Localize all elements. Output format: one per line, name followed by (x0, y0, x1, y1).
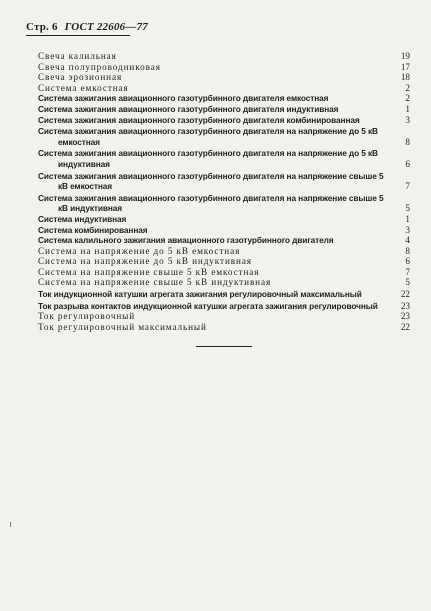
index-entry (38, 93, 410, 104)
index-page: 23 (400, 311, 410, 322)
index-entry (38, 225, 410, 236)
end-divider (196, 346, 252, 347)
index-term: Система зажигания авиационного газотурбинного двигателя на напряжение до 5 кВ емкостная (38, 126, 378, 147)
term-index (38, 51, 410, 332)
index-entry (38, 311, 410, 322)
index-entry (38, 256, 410, 267)
index-page: 19 (400, 51, 410, 61)
index-term: Ток индукционной катушки агрегата зажигания регулировочный максимальный (38, 289, 362, 300)
standard-designation: ГОСТ 22606—77 (64, 21, 148, 33)
margin-mark (10, 522, 11, 527)
index-entry (38, 62, 410, 73)
index-page: 8 (405, 136, 410, 147)
index-term: Ток регулировочный (38, 311, 136, 322)
index-term: Система зажигания авиационного газотурбинного двигателя на напряжение до 5 кВ индуктивная (38, 148, 378, 169)
index-page: 3 (405, 224, 410, 235)
index-page: 1 (405, 213, 410, 224)
index-entry (38, 51, 410, 62)
index-term: Система емкостная (38, 82, 129, 93)
index-entry (38, 214, 410, 225)
header-rule (26, 35, 130, 36)
index-term: Система индуктивная (38, 213, 127, 224)
index-entry (38, 235, 410, 246)
index-entry (38, 277, 410, 288)
index-page: 2 (405, 93, 410, 104)
index-term: Система зажигания авиационного газотурбинного двигателя комбинированная (38, 114, 360, 125)
index-page: 6 (405, 158, 410, 169)
index-term: Система зажигания авиационного газотурбинного двигателя на напряжение свыше 5 кВ емкостная (38, 170, 384, 192)
index-entry (38, 246, 410, 257)
index-term: Система калильного зажигания авиационного газотурбинного двигателя (38, 235, 334, 246)
index-term: Система на напряжение до 5 кВ емкостная (38, 245, 241, 256)
page-header (26, 21, 148, 33)
index-page: 4 (405, 235, 410, 246)
index-term: Свеча калильная (38, 51, 117, 61)
index-entry (38, 301, 410, 312)
index-entry (38, 193, 410, 214)
index-term: Система зажигания авиационного газотурбинного двигателя на напряжение свыше 5 кВ индуктивная (38, 192, 384, 214)
index-entry (38, 83, 410, 94)
index-term: Ток регулировочный максимальный (38, 321, 207, 332)
index-term: Система комбинированная (38, 224, 148, 235)
index-page: 5 (405, 277, 410, 288)
page-number: Стр. 6 (26, 21, 58, 33)
index-term: Система на напряжение свыше 5 кВ индуктивная (38, 277, 272, 288)
index-page: 2 (405, 82, 410, 93)
index-term: Система зажигания авиационного газотурбинного двигателя индуктивная (38, 103, 339, 114)
index-entry (38, 148, 410, 169)
index-page: 23 (400, 300, 410, 311)
index-term: Свеча эрозионная (38, 72, 123, 83)
index-entry (38, 289, 410, 300)
index-entry (38, 72, 410, 83)
index-term: Система на напряжение свыше 5 кВ емкостная (38, 266, 260, 277)
index-entry (38, 104, 410, 115)
index-entry (38, 126, 410, 147)
index-page: 22 (400, 289, 410, 300)
index-entry (38, 171, 410, 192)
index-page: 17 (400, 61, 410, 72)
index-entry (38, 322, 410, 333)
index-entry (38, 267, 410, 278)
index-page: 1 (405, 103, 410, 114)
index-page: 22 (400, 321, 410, 332)
index-term: Система на напряжение до 5 кВ индуктивная (38, 256, 252, 267)
index-term: Ток разрыва контактов индукционной катушки агрегата зажигания регулировочный (38, 300, 378, 311)
index-page: 8 (405, 245, 410, 256)
index-term: Свеча полупроводниковая (38, 61, 161, 72)
index-page: 5 (405, 203, 410, 214)
index-entry (38, 115, 410, 126)
index-page: 7 (405, 266, 410, 277)
index-page: 7 (405, 181, 410, 192)
index-page: 3 (405, 114, 410, 125)
index-page: 18 (400, 72, 410, 83)
index-page: 6 (405, 256, 410, 267)
index-term: Система зажигания авиационного газотурбинного двигателя емкостная (38, 93, 329, 104)
